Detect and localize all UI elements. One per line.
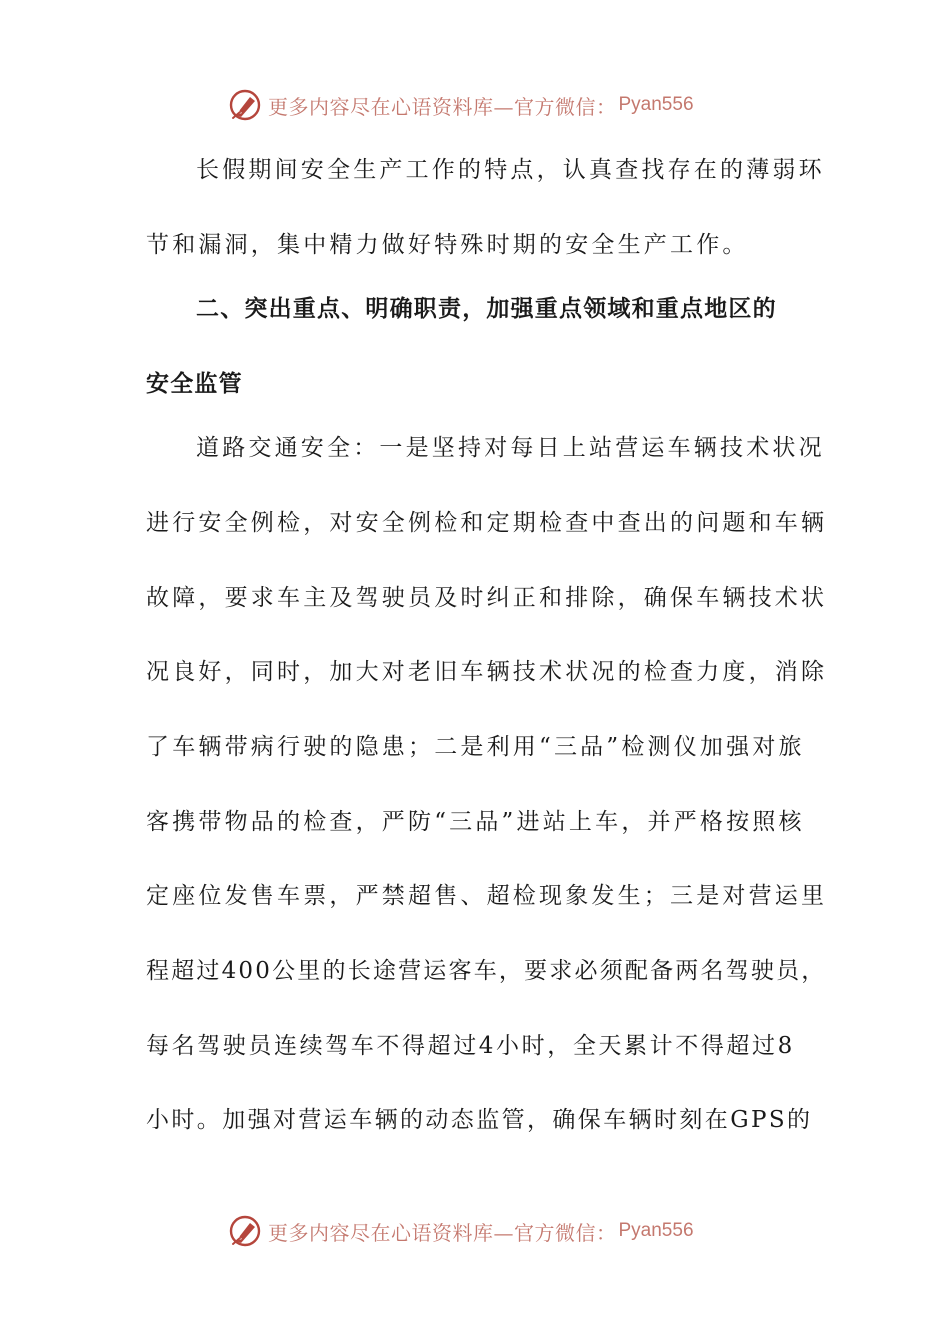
pen-nib-logo-icon [228,88,262,122]
body-line: 小时。加强对营运车辆的动态监管，确保车辆时刻在GPS的 [146,1107,813,1133]
body-line: 进行安全例检，对安全例检和定期检查中查出的问题和车辆 [146,510,828,536]
body-line: 节和漏洞，集中精力做好特殊时期的安全生产工作。 [146,232,749,258]
body-line: 客携带物品的检查，严防“三品”进站上车，并严格按照核 [146,809,805,835]
pen-nib-logo-icon [228,1214,262,1248]
footer-banner [228,1211,694,1251]
body-line: 每名驾驶员连续驾车不得超过4小时，全天累计不得超过8 [146,1033,795,1059]
banner-text: 更多内容尽在心语资料库—官方微信： [268,1220,617,1245]
section-heading: 二、突出重点、明确职责，加强重点领域和重点地区的 [196,296,777,322]
banner-text: 更多内容尽在心语资料库—官方微信： [268,94,617,119]
body-line: 况良好，同时，加大对老旧车辆技术状况的检查力度，消除 [146,659,828,685]
body-line: 定座位发售车票，严禁超售、超检现象发生；三是对营运里 [146,883,828,909]
body-line: 了车辆带病行驶的隐患；二是利用“三品”检测仪加强对旅 [146,734,805,760]
body-line: 长假期间安全生产工作的特点，认真查找存在的薄弱环 [196,157,825,183]
banner-wechat-id: Pyan556 [618,1220,694,1241]
body-line: 道路交通安全：一是坚持对每日上站营运车辆技术状况 [196,435,825,461]
section-heading-continued: 安全监管 [146,371,243,397]
banner-wechat-id: Pyan556 [618,94,694,115]
body-line: 故障，要求车主及驾驶员及时纠正和排除，确保车辆技术状 [146,585,828,611]
body-line: 程超过400公里的长途营运客车，要求必须配备两名驾驶员， [146,958,827,984]
header-banner [228,85,694,125]
